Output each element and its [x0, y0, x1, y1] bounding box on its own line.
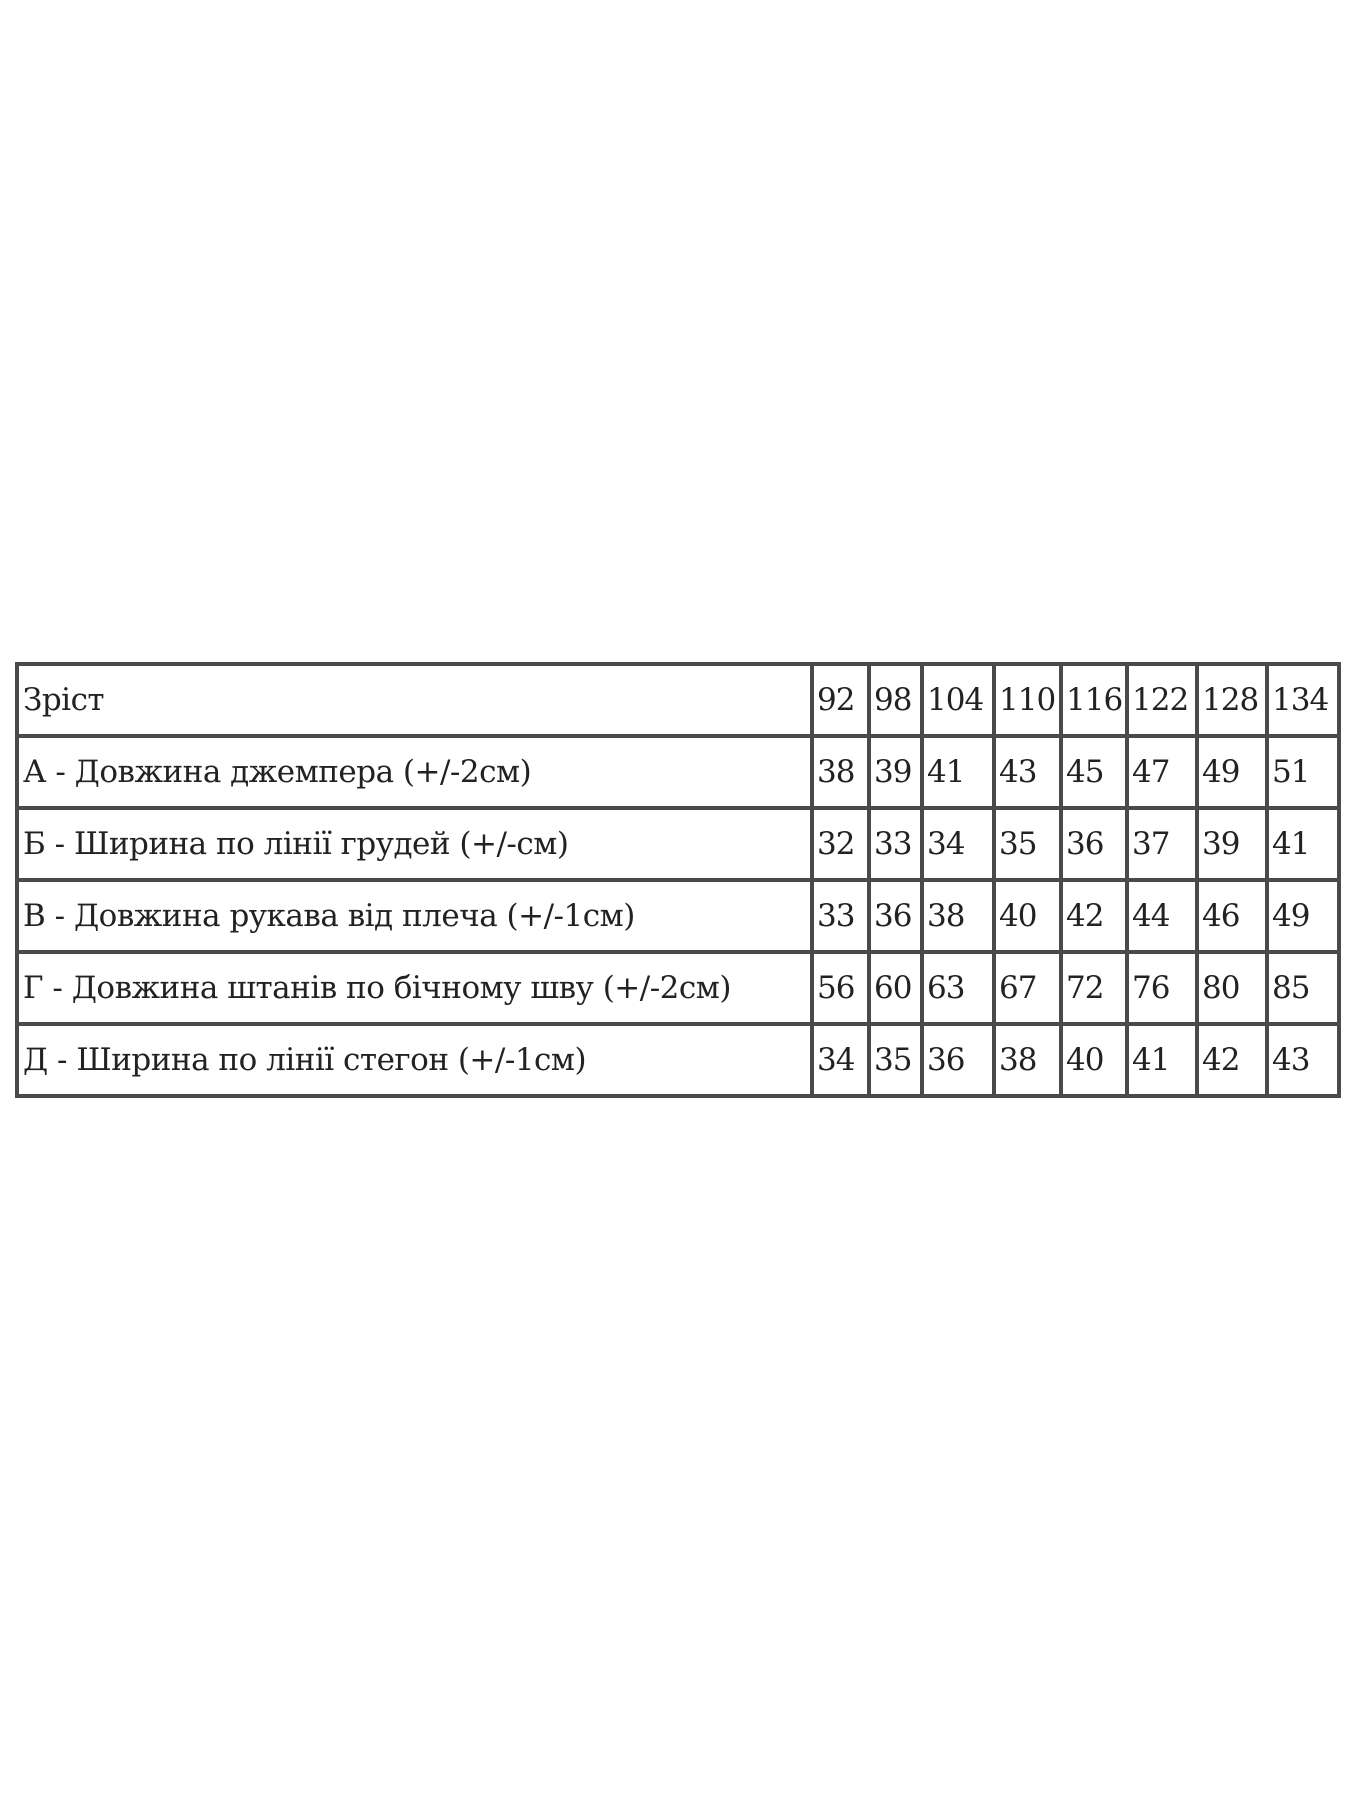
measurement-value-cell: 76 — [1127, 952, 1197, 1024]
measurement-value-cell: 67 — [994, 952, 1061, 1024]
measurement-value-cell: 45 — [1061, 736, 1127, 808]
measurement-value-cell: 38 — [812, 736, 869, 808]
size-chart-body — [17, 664, 1339, 1096]
table-row — [17, 880, 1339, 952]
measurement-value-cell: 33 — [869, 808, 922, 880]
measurement-label-cell: А - Довжина джемпера (+/-2см) — [17, 736, 812, 808]
measurement-value-cell: 49 — [1197, 736, 1267, 808]
measurement-value-cell: 40 — [994, 880, 1061, 952]
measurement-label-cell: Д - Ширина по лінії стегон (+/-1см) — [17, 1024, 812, 1096]
measurement-value-cell: 41 — [922, 736, 994, 808]
height-value-cell: 116 — [1061, 664, 1127, 736]
measurement-value-cell: 41 — [1127, 1024, 1197, 1096]
table-row — [17, 808, 1339, 880]
measurement-value-cell: 32 — [812, 808, 869, 880]
height-value-cell: 104 — [922, 664, 994, 736]
measurement-value-cell: 36 — [869, 880, 922, 952]
measurement-value-cell: 34 — [922, 808, 994, 880]
height-value-cell: 110 — [994, 664, 1061, 736]
measurement-value-cell: 43 — [994, 736, 1061, 808]
measurement-value-cell: 33 — [812, 880, 869, 952]
height-value-cell: 92 — [812, 664, 869, 736]
table-row — [17, 952, 1339, 1024]
measurement-value-cell: 36 — [922, 1024, 994, 1096]
size-chart-table — [15, 662, 1341, 1098]
measurement-value-cell: 60 — [869, 952, 922, 1024]
measurement-value-cell: 49 — [1267, 880, 1339, 952]
height-value-cell: 128 — [1197, 664, 1267, 736]
measurement-value-cell: 35 — [869, 1024, 922, 1096]
measurement-value-cell: 85 — [1267, 952, 1339, 1024]
header-row — [17, 664, 1339, 736]
measurement-value-cell: 38 — [994, 1024, 1061, 1096]
measurement-value-cell: 40 — [1061, 1024, 1127, 1096]
height-label-cell: Зріст — [17, 664, 812, 736]
measurement-value-cell: 42 — [1197, 1024, 1267, 1096]
measurement-value-cell: 41 — [1267, 808, 1339, 880]
measurement-value-cell: 51 — [1267, 736, 1339, 808]
measurement-value-cell: 36 — [1061, 808, 1127, 880]
measurement-value-cell: 39 — [869, 736, 922, 808]
measurement-label-cell: Б - Ширина по лінії грудей (+/-см) — [17, 808, 812, 880]
measurement-value-cell: 46 — [1197, 880, 1267, 952]
measurement-value-cell: 47 — [1127, 736, 1197, 808]
measurement-value-cell: 38 — [922, 880, 994, 952]
measurement-value-cell: 34 — [812, 1024, 869, 1096]
table-row — [17, 1024, 1339, 1096]
measurement-value-cell: 63 — [922, 952, 994, 1024]
height-value-cell: 134 — [1267, 664, 1339, 736]
table-row — [17, 736, 1339, 808]
measurement-value-cell: 56 — [812, 952, 869, 1024]
measurement-value-cell: 37 — [1127, 808, 1197, 880]
height-value-cell: 122 — [1127, 664, 1197, 736]
measurement-value-cell: 44 — [1127, 880, 1197, 952]
measurement-value-cell: 42 — [1061, 880, 1127, 952]
measurement-value-cell: 72 — [1061, 952, 1127, 1024]
height-value-cell: 98 — [869, 664, 922, 736]
measurement-label-cell: Г - Довжина штанів по бічному шву (+/-2см) — [17, 952, 812, 1024]
measurement-label-cell: В - Довжина рукава від плеча (+/-1см) — [17, 880, 812, 952]
measurement-value-cell: 39 — [1197, 808, 1267, 880]
measurement-value-cell: 80 — [1197, 952, 1267, 1024]
measurement-value-cell: 43 — [1267, 1024, 1339, 1096]
measurement-value-cell: 35 — [994, 808, 1061, 880]
